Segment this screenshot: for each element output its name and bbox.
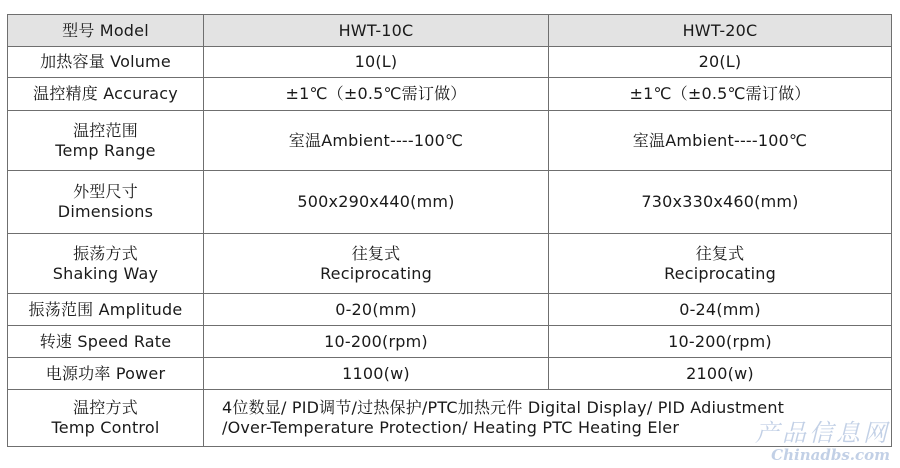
param-label-en: Temp Range <box>55 140 156 160</box>
value-cell: 500x290x440(mm) <box>204 171 549 234</box>
param-label-en: Shaking Way <box>52 263 159 283</box>
value-cell: ±1℃（±0.5℃需订做） <box>204 78 549 111</box>
param-label: 温控精度 Accuracy <box>8 78 204 111</box>
param-label: 加热容量 Volume <box>8 47 204 78</box>
param-label <box>8 390 204 447</box>
value-en: Reciprocating <box>320 263 432 283</box>
watermark-en: Chinadbs.com <box>771 446 890 464</box>
value-cell: ±1℃（±0.5℃需订做） <box>549 78 892 111</box>
param-label: 转速 Speed Rate <box>8 326 204 358</box>
param-label-cn: 温控范围 <box>73 120 138 140</box>
param-label <box>8 234 204 294</box>
value-cell <box>549 234 892 294</box>
value-line-1: 4位数显/ PID调节/过热保护/PTC加热元件 Digital Display/ PID Adiustment <box>222 398 785 417</box>
value-cell: 1100(w) <box>204 358 549 390</box>
table-header-row <box>8 15 892 47</box>
value-cell: 0-20(mm) <box>204 294 549 326</box>
param-label-en: Dimensions <box>57 202 154 221</box>
table-row <box>8 326 892 358</box>
value-cell: 730x330x460(mm) <box>549 171 892 234</box>
header-model-2: HWT-20C <box>549 15 892 47</box>
param-label <box>8 171 204 234</box>
param-label-cn: 振荡方式 <box>73 243 138 263</box>
param-label: 振荡范围 Amplitude <box>8 294 204 326</box>
value-line-2: /Over-Temperature Protection/ Heating PTC Heating Eler <box>222 418 680 437</box>
value-cell: 室温Ambient----100℃ <box>204 111 549 171</box>
table-row <box>8 78 892 111</box>
table-row <box>8 171 892 234</box>
value-cell: 20(L) <box>549 47 892 78</box>
param-label-en: Temp Control <box>51 418 160 437</box>
value-cell: 0-24(mm) <box>549 294 892 326</box>
param-label: 电源功率 Power <box>8 358 204 390</box>
table-row <box>8 294 892 326</box>
watermark <box>730 420 890 466</box>
param-label-cn: 外型尺寸 <box>73 182 138 201</box>
value-cn: 往复式 <box>695 243 745 263</box>
value-cell: 10(L) <box>204 47 549 78</box>
value-cell <box>204 234 549 294</box>
table-row <box>8 111 892 171</box>
header-model-1: HWT-10C <box>204 15 549 47</box>
table-row <box>8 47 892 78</box>
value-cell: 10-200(rpm) <box>549 326 892 358</box>
param-label-cn: 温控方式 <box>73 398 138 417</box>
table-row <box>8 234 892 294</box>
watermark-cn: 产品信息网 <box>755 419 890 447</box>
value-cell: 10-200(rpm) <box>204 326 549 358</box>
param-label <box>8 111 204 171</box>
value-cell: 室温Ambient----100℃ <box>549 111 892 171</box>
value-cell: 2100(w) <box>549 358 892 390</box>
value-cn: 往复式 <box>351 243 401 263</box>
spec-table <box>7 14 892 447</box>
table-row <box>8 358 892 390</box>
header-param: 型号 Model <box>8 15 204 47</box>
value-en: Reciprocating <box>664 263 776 283</box>
